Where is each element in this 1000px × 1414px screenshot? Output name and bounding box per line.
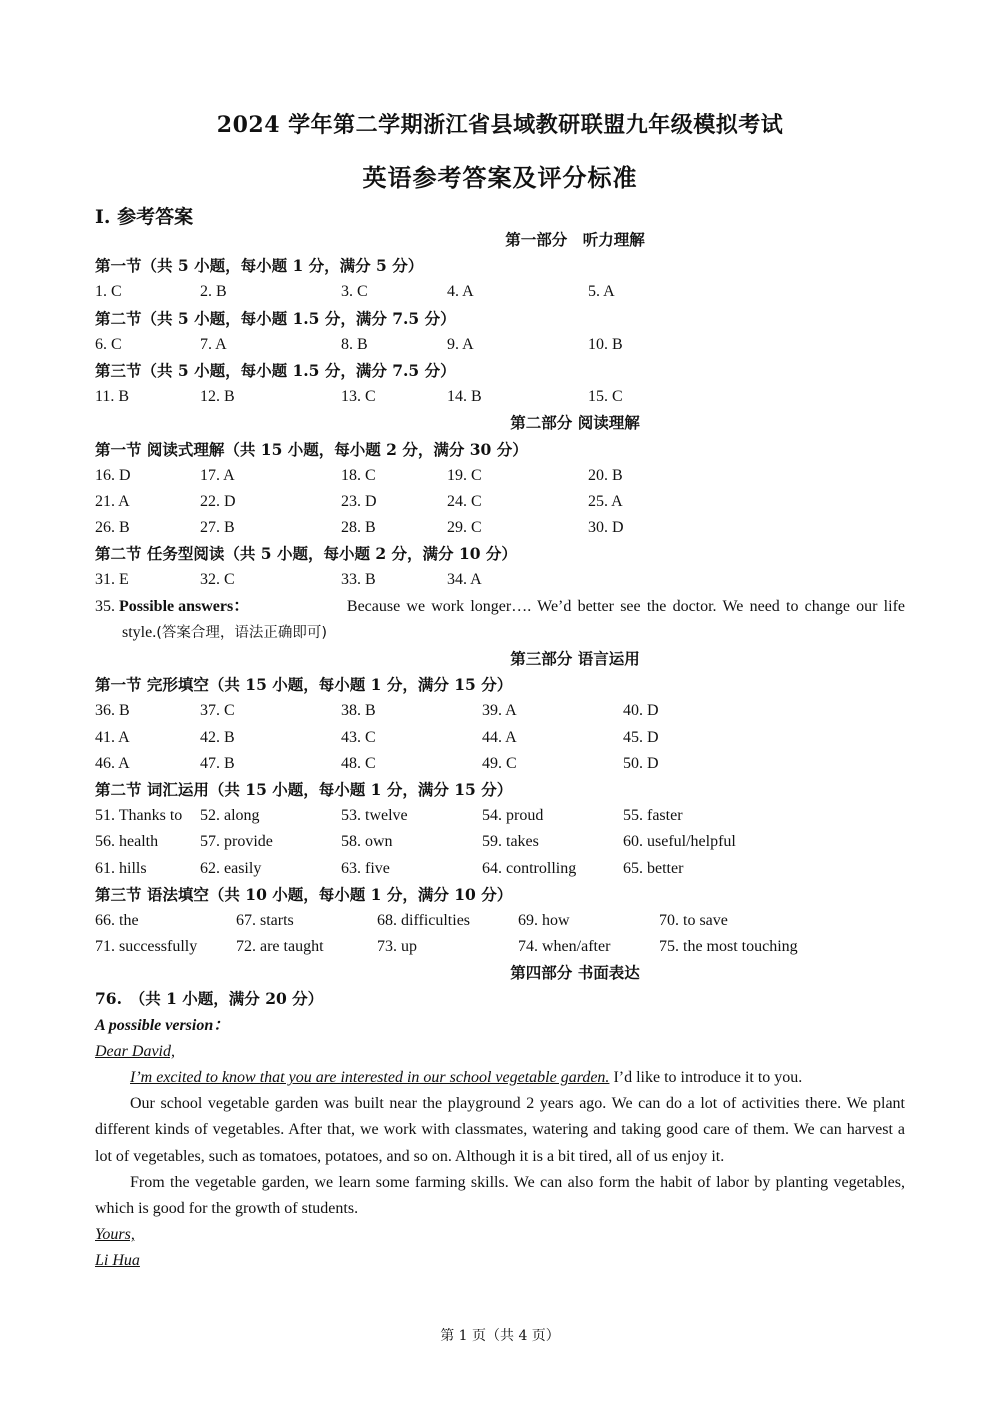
answer-cell: 63. five	[341, 859, 390, 877]
answer-cell: 16. D	[95, 466, 131, 484]
answer-row	[95, 751, 905, 777]
q35-number: 35.	[95, 597, 115, 615]
answer-cell: 20. B	[588, 466, 623, 484]
answer-cell: 23. D	[341, 492, 377, 510]
answer-cell: 50. D	[623, 754, 659, 772]
answer-cell: 11. B	[95, 388, 130, 406]
answer-cell: 74. when/after	[518, 938, 611, 956]
part3-sec1-title: 第一节 完形填空（共 15 小题，每小题 1 分，满分 15 分）	[95, 675, 513, 695]
q35-note: (答案合理，语法正确即可)	[156, 624, 328, 641]
answer-cell: 6. C	[95, 335, 122, 353]
answer-cell: 48. C	[341, 754, 376, 772]
part1-title: 第一部分 听力理解	[505, 230, 645, 249]
answer-cell: 4. A	[447, 283, 474, 301]
answer-row	[95, 829, 905, 855]
answer-row	[95, 279, 905, 305]
answer-cell: 54. proud	[482, 807, 544, 825]
answer-cell: 73. up	[377, 938, 417, 956]
answer-row	[95, 567, 905, 593]
q35-answer	[95, 594, 905, 646]
answer-cell: 70. to save	[659, 911, 728, 929]
answer-cell: 18. C	[341, 466, 376, 484]
answer-cell: 59. takes	[482, 833, 539, 851]
part1-sec1-title: 第一节（共 5 小题，每小题 1 分，满分 5 分）	[95, 256, 424, 276]
answer-cell: 15. C	[588, 388, 623, 406]
answer-cell: 5. A	[588, 283, 615, 301]
answer-cell: 51. Thanks to	[95, 807, 183, 825]
q35-text: Because we work longer…. We’d better see the doctor. We need to change our life	[346, 597, 905, 615]
page-footer: 第 1 页（共 4 页）	[440, 1328, 560, 1344]
sample-essay	[95, 1013, 905, 1275]
answer-cell: 62. easily	[200, 859, 262, 877]
answer-cell: 61. hills	[95, 859, 147, 877]
q35-label: Possible answers：	[119, 597, 250, 615]
answer-cell: 30. D	[588, 519, 624, 537]
answer-row	[95, 908, 905, 934]
essay-paragraph-3: From the vegetable garden, we learn some farming skills. We can also form the habit of labor by planting vegetables, which is good for the growth of students.	[95, 1173, 905, 1218]
answer-cell: 12. B	[200, 388, 235, 406]
essay-opening-sentence: I’m excited to know that you are interested in our school vegetable garden.	[130, 1069, 610, 1087]
answer-row	[95, 725, 905, 751]
part1-sec2-title: 第二节（共 5 小题，每小题 1.5 分，满分 7.5 分）	[95, 308, 456, 328]
part2-title: 第二部分 阅读理解	[510, 413, 640, 433]
answer-cell: 58. own	[341, 833, 393, 851]
answer-cell: 57. provide	[200, 833, 273, 851]
answer-cell: 75. the most touching	[659, 938, 798, 956]
answer-cell: 10. B	[588, 335, 623, 353]
answer-cell: 2. B	[200, 283, 227, 301]
answer-cell: 55. faster	[623, 807, 683, 825]
essay-paragraph-1	[95, 1065, 905, 1091]
answer-cell: 44. A	[482, 728, 517, 746]
answer-cell: 47. B	[200, 754, 235, 772]
answer-cell: 8. B	[341, 335, 368, 353]
answer-cell: 43. C	[341, 728, 376, 746]
answer-row	[95, 463, 905, 489]
answer-cell: 36. B	[95, 702, 130, 720]
answer-cell: 40. D	[623, 702, 659, 720]
part3-sec2-title: 第二节 词汇运用（共 15 小题，每小题 1 分，满分 15 分）	[95, 779, 513, 799]
answer-cell: 21. A	[95, 492, 130, 510]
answer-row	[95, 384, 905, 410]
answer-row	[95, 803, 905, 829]
answer-cell: 29. C	[447, 519, 482, 537]
answer-cell: 14. B	[447, 388, 482, 406]
answer-cell: 68. difficulties	[377, 911, 471, 929]
part2-sec2-title: 第二节 任务型阅读（共 5 小题，每小题 2 分，满分 10 分）	[95, 544, 517, 564]
essay-signature: Li Hua	[95, 1252, 140, 1270]
answer-row	[95, 698, 905, 724]
answer-key-title: 英语参考答案及评分标准	[362, 163, 638, 192]
answer-cell: 25. A	[588, 492, 623, 510]
q76-title: 76. （共 1 小题，满分 20 分）	[95, 989, 324, 1009]
answer-cell: 53. twelve	[341, 807, 408, 825]
part1-sec3-title: 第三节（共 5 小题，每小题 1.5 分，满分 7.5 分）	[95, 360, 456, 380]
answer-row	[95, 332, 905, 358]
answer-cell: 56. health	[95, 833, 159, 851]
answer-cell: 1. C	[95, 283, 122, 301]
answer-cell: 37. C	[200, 702, 235, 720]
answer-cell: 27. B	[200, 519, 235, 537]
answer-cell: 65. better	[623, 859, 684, 877]
answer-cell: 17. A	[200, 466, 235, 484]
answer-cell: 31. E	[95, 571, 129, 589]
answer-row	[95, 489, 905, 515]
essay-paragraph-2: Our school vegetable garden was built near the playground 2 years ago. We can do a lot of activities there. We plant different kinds of vegetables. After that, we work with classmates, watering and taking good care of them. We can harvest a lot of vegetables, such as tomatoes, potatoes, and so on. Although it is a bit tired, all of us enjoy it.	[95, 1095, 905, 1165]
answer-cell: 69. how	[518, 911, 570, 929]
answer-cell: 38. B	[341, 702, 376, 720]
answer-cell: 19. C	[447, 466, 482, 484]
answer-cell: 34. A	[447, 571, 482, 589]
answer-row	[95, 856, 905, 882]
part3-sec3-title: 第三节 语法填空（共 10 小题，每小题 1 分，满分 10 分）	[95, 884, 513, 904]
answer-cell: 52. along	[200, 807, 260, 825]
section-heading: I. 参考答案	[95, 206, 194, 228]
answer-cell: 67. starts	[236, 911, 294, 929]
answer-cell: 71. successfully	[95, 938, 198, 956]
answer-cell: 33. B	[341, 571, 376, 589]
answer-cell: 7. A	[200, 335, 227, 353]
answer-cell: 60. useful/helpful	[623, 833, 736, 851]
essay-salutation: Dear David,	[95, 1042, 175, 1060]
answer-cell: 72. are taught	[236, 938, 324, 956]
q35-text-continued: style.	[122, 623, 157, 641]
answer-cell: 49. C	[482, 754, 517, 772]
answer-cell: 26. B	[95, 519, 130, 537]
part2-sec1-title: 第一节 阅读式理解（共 15 小题，每小题 2 分，满分 30 分）	[95, 439, 528, 459]
essay-opening-rest: I’d like to introduce it to you.	[613, 1069, 803, 1087]
answer-cell: 39. A	[482, 702, 517, 720]
answer-cell: 45. D	[623, 728, 659, 746]
answer-cell: 28. B	[341, 519, 376, 537]
answer-cell: 32. C	[200, 571, 235, 589]
answer-cell: 24. C	[447, 492, 482, 510]
answer-content	[95, 227, 905, 1275]
essay-closing: Yours,	[95, 1226, 135, 1244]
answer-cell: 66. the	[95, 911, 139, 929]
exam-title: 2024 学年第二学期浙江省县域教研联盟九年级模拟考试	[216, 112, 784, 138]
answer-cell: 3. C	[341, 283, 368, 301]
answer-cell: 46. A	[95, 754, 130, 772]
part3-title: 第三部分 语言运用	[510, 649, 640, 669]
answer-cell: 41. A	[95, 728, 130, 746]
answer-row	[95, 934, 905, 960]
answer-cell: 42. B	[200, 728, 235, 746]
answer-cell: 13. C	[341, 388, 376, 406]
version-label: A possible version：	[95, 1016, 230, 1034]
answer-cell: 22. D	[200, 492, 236, 510]
part4-title: 第四部分 书面表达	[510, 963, 640, 983]
answer-cell: 64. controlling	[482, 859, 577, 877]
answer-cell: 9. A	[447, 335, 474, 353]
answer-row	[95, 515, 905, 541]
